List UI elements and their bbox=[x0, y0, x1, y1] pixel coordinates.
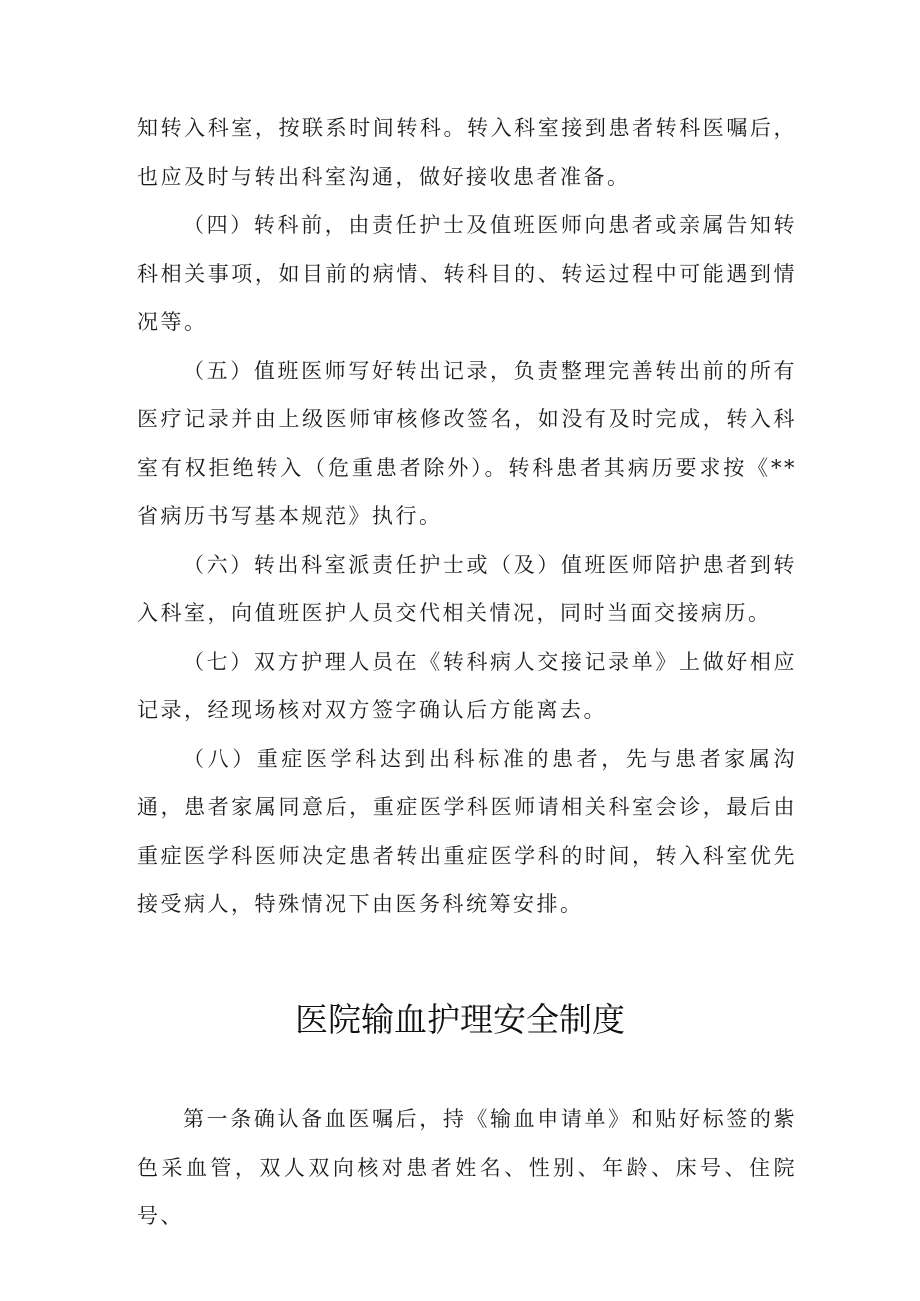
section-title: 医院输血护理安全制度 bbox=[295, 1000, 625, 1039]
paragraph-continued: 知转入科室，按联系时间转科。转入科室接到患者转科医嘱后，也应及时与转出科室沟通，做好接收患者准备。 bbox=[137, 116, 797, 189]
paragraph-item-7: （七）双方护理人员在《转科病人交接记录单》上做好相应记录，经现场核对双方签字确认后方能离去。 bbox=[137, 649, 797, 722]
paragraph-item-8: （八）重症医学科达到出科标准的患者，先与患者家属沟通，患者家属同意后，重症医学科医师请相关科室会诊，最后由重症医学科医师决定患者转出重症医学科的时间，转入科室优先接受病人，特殊情况下由医务科统筹安排。 bbox=[137, 746, 797, 916]
paragraph-article-1: 第一条确认备血医嘱后，持《输血申请单》和贴好标签的紫色采血管，双人双向核对患者姓名、性别、年龄、床号、住院号、 bbox=[137, 1107, 797, 1228]
paragraph-item-5: （五）值班医师写好转出记录，负责整理完善转出前的所有医疗记录并由上级医师审核修改签名，如没有及时完成，转入科室有权拒绝转入（危重患者除外）。转科患者其病历要求按《**省病历书写基本规范》执行。 bbox=[137, 358, 797, 528]
paragraph-item-4: （四）转科前，由责任护士及值班医师向患者或亲属告知转科相关事项，如目前的病情、转科目的、转运过程中可能遇到情况等。 bbox=[137, 213, 797, 334]
paragraph-item-6: （六）转出科室派责任护士或（及）值班医师陪护患者到转入科室，向值班医护人员交代相关情况，同时当面交接病历。 bbox=[137, 552, 797, 625]
body-text-bottom bbox=[137, 1095, 797, 1241]
body-text-top bbox=[137, 104, 797, 929]
